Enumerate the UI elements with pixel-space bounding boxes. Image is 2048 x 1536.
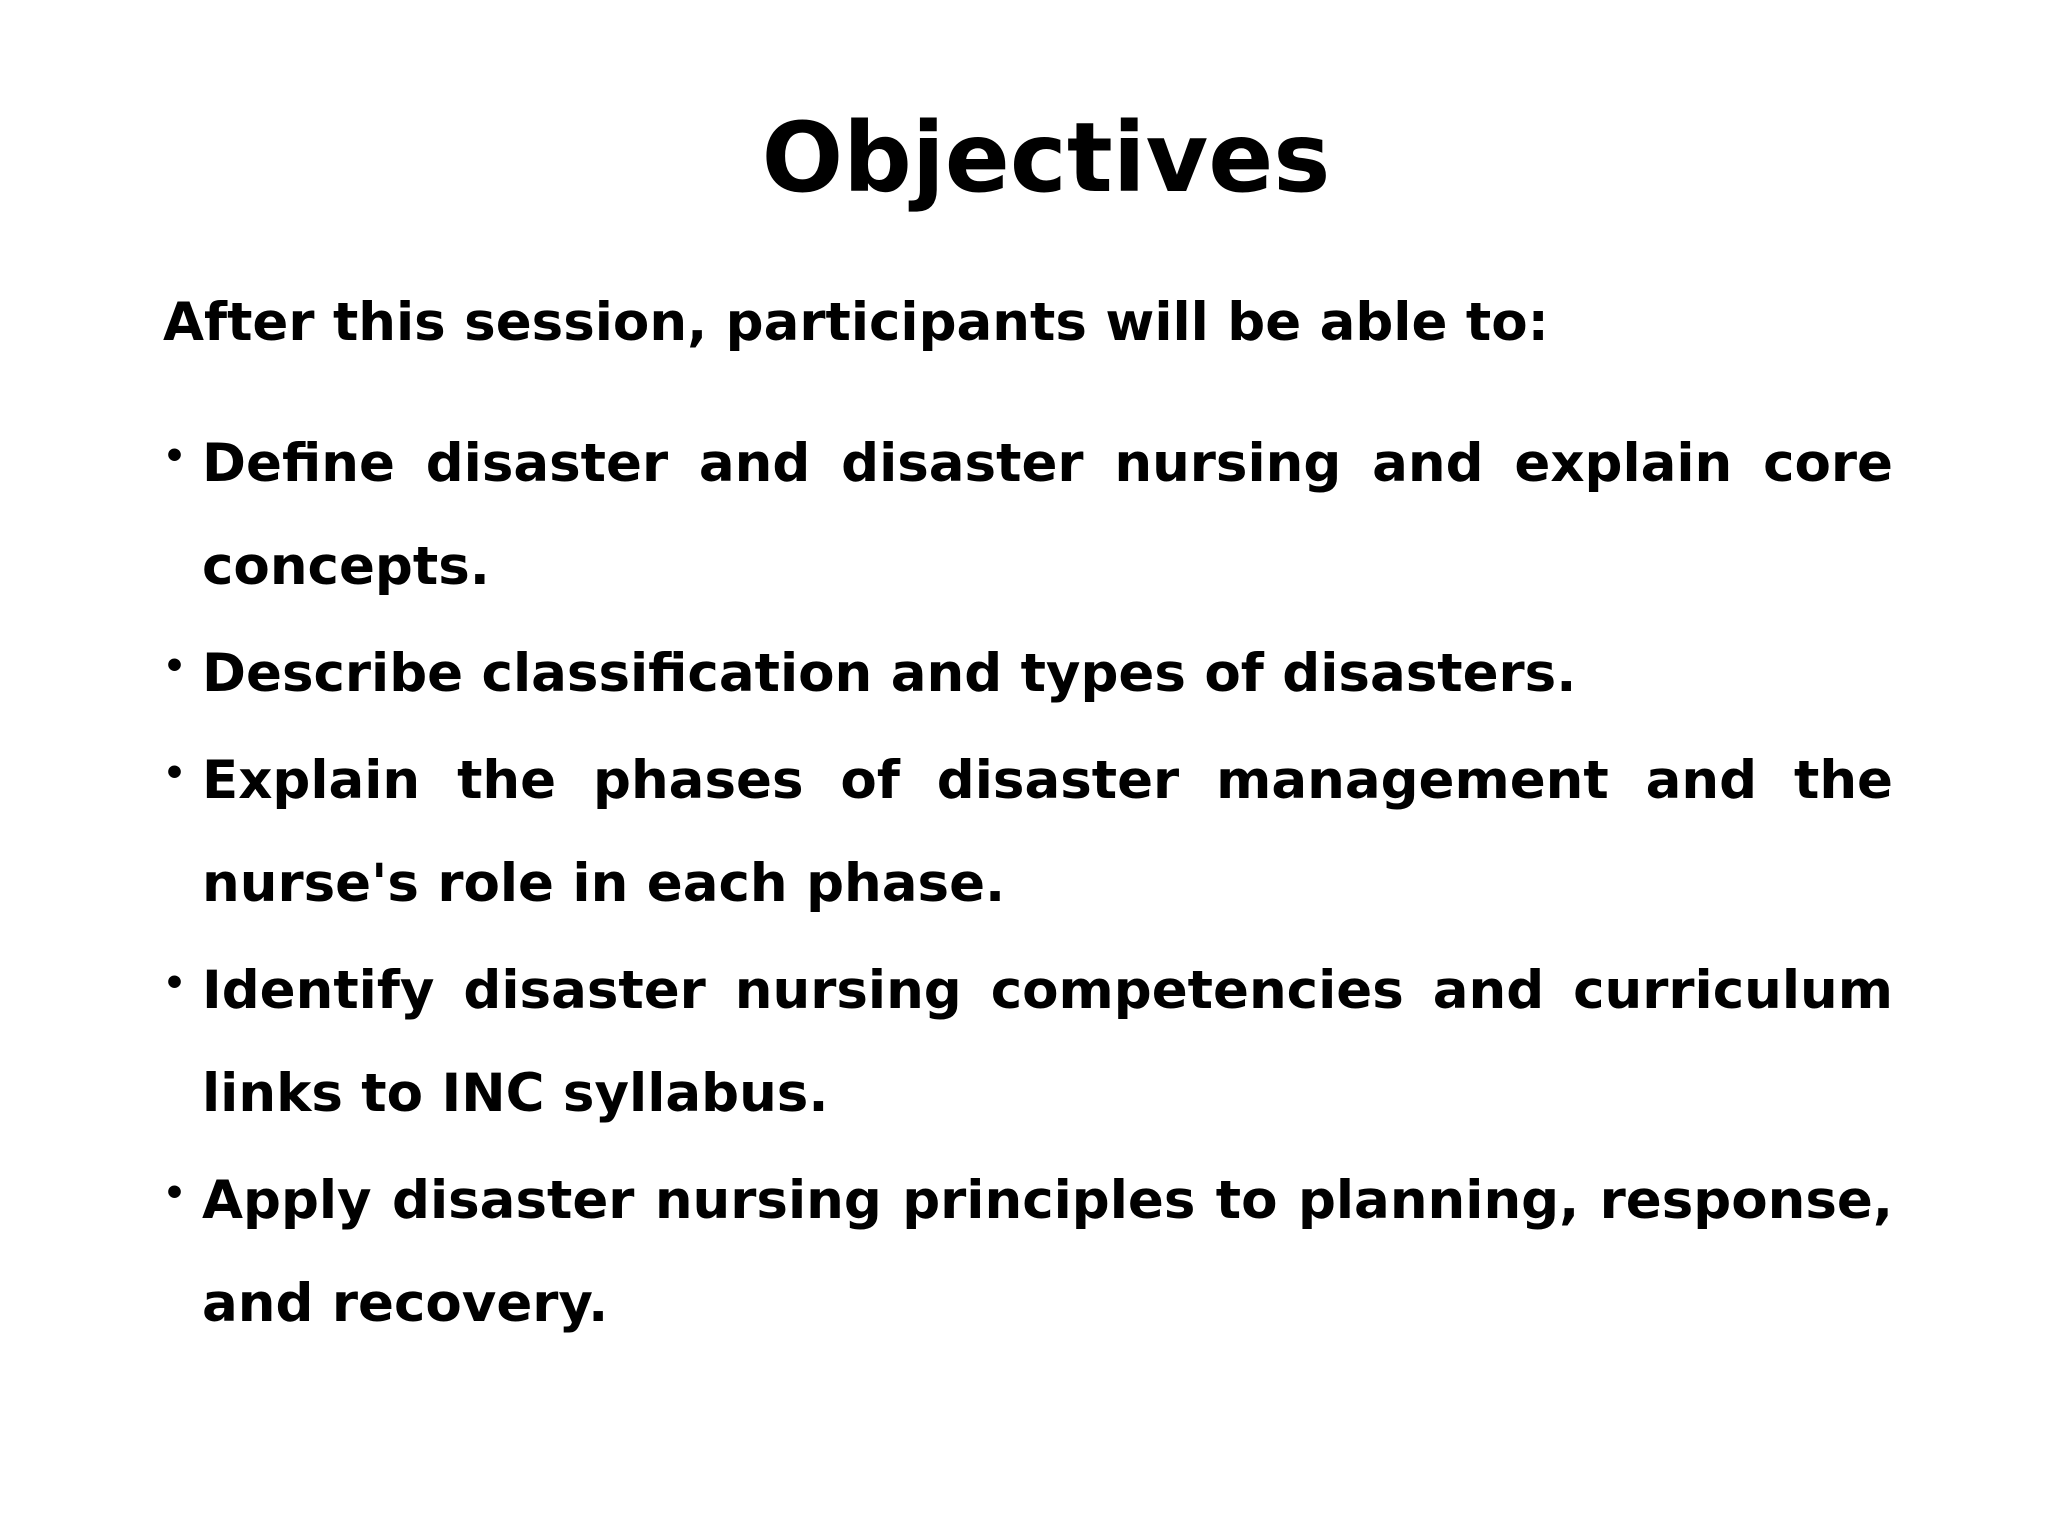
objective-text: Define disaster and disaster nursing and explain core concepts.: [202, 433, 1893, 597]
bullet-icon: •: [163, 753, 187, 794]
list-item: [163, 412, 1893, 618]
objective-text: Explain the phases of disaster management and the nurse's role in each phase.: [202, 750, 1893, 914]
bullet-icon: •: [163, 963, 187, 1004]
intro-text: After this session, participants will be able to:: [163, 292, 1549, 353]
objectives-list: [163, 412, 1893, 1375]
bullet-icon: •: [163, 436, 187, 477]
list-item: [163, 939, 1893, 1145]
objective-text: Apply disaster nursing principles to planning, response, and recovery.: [202, 1170, 1893, 1334]
bullet-icon: •: [163, 1173, 187, 1214]
list-item: [163, 1149, 1893, 1355]
list-item: [163, 729, 1893, 935]
objective-text: Describe classification and types of disasters.: [202, 643, 1577, 704]
list-item: [163, 622, 1893, 725]
bullet-icon: •: [163, 646, 187, 687]
slide-title: Objectives: [761, 102, 1331, 214]
objective-text: Identify disaster nursing competencies and curriculum links to INC syllabus.: [202, 960, 1893, 1124]
